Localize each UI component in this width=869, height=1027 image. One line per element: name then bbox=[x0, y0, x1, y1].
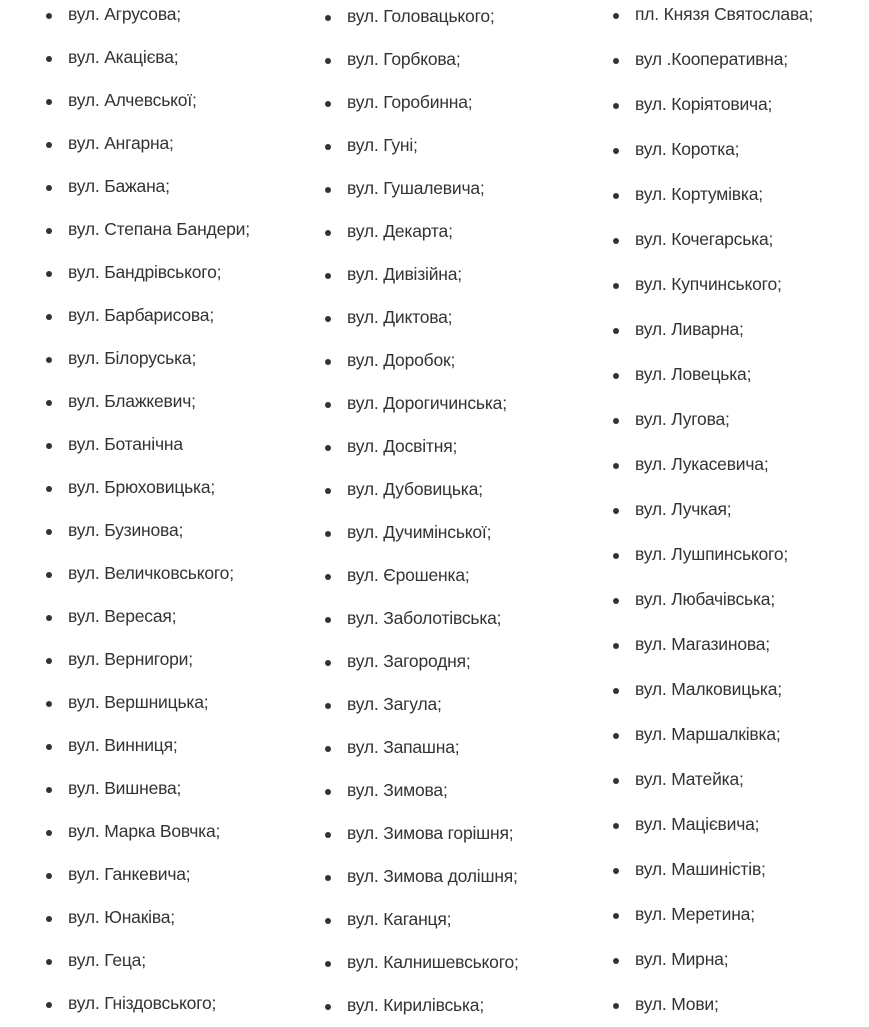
street-list-item bbox=[46, 0, 250, 36]
bullet-icon bbox=[613, 823, 619, 829]
bullet-icon bbox=[325, 144, 331, 150]
bullet-icon bbox=[613, 283, 619, 289]
street-list-item bbox=[46, 423, 250, 466]
street-name: вул. Заболотівська; bbox=[347, 608, 502, 628]
bullet-icon bbox=[613, 688, 619, 694]
street-list-item bbox=[613, 982, 813, 1027]
street-name: вул. Дучимінської; bbox=[347, 522, 492, 542]
street-name: вул. Малковицька; bbox=[635, 679, 782, 699]
street-list-item bbox=[46, 810, 250, 853]
street-name: вул. Блажкевич; bbox=[68, 391, 196, 411]
street-name: вул. Алчевської; bbox=[68, 90, 197, 110]
bullet-icon bbox=[325, 832, 331, 838]
bullet-icon bbox=[46, 271, 52, 277]
bullet-icon bbox=[613, 58, 619, 64]
bullet-icon bbox=[46, 13, 52, 19]
street-name: вул. Загородня; bbox=[347, 651, 471, 671]
street-name: вул. Матейка; bbox=[635, 769, 744, 789]
bullet-icon bbox=[46, 99, 52, 105]
street-list-item bbox=[46, 939, 250, 982]
bullet-icon bbox=[325, 58, 331, 64]
street-list-item bbox=[613, 802, 813, 847]
street-name: вул. Бандрівського; bbox=[68, 262, 222, 282]
bullet-icon bbox=[325, 230, 331, 236]
street-name: вул. Мови; bbox=[635, 994, 719, 1014]
street-list-item bbox=[613, 0, 813, 37]
street-name: вул. Вишнева; bbox=[68, 778, 182, 798]
bullet-icon bbox=[325, 746, 331, 752]
street-list-item bbox=[46, 681, 250, 724]
bullet-icon bbox=[613, 598, 619, 604]
street-name: вул .Кооперативна; bbox=[635, 49, 788, 69]
street-name: вул. Барбарисова; bbox=[68, 305, 214, 325]
street-list-item bbox=[325, 898, 519, 941]
bullet-icon bbox=[46, 701, 52, 707]
bullet-icon bbox=[613, 553, 619, 559]
street-name: вул. Єрошенка; bbox=[347, 565, 470, 585]
street-list-item bbox=[46, 595, 250, 638]
street-list-item bbox=[325, 296, 519, 339]
street-list-item bbox=[46, 638, 250, 681]
bullet-icon bbox=[325, 789, 331, 795]
street-list-item bbox=[46, 165, 250, 208]
street-name: вул. Горобинна; bbox=[347, 92, 473, 112]
street-name: вул. Вершницька; bbox=[68, 692, 209, 712]
street-name: вул. Величковського; bbox=[68, 563, 234, 583]
street-name: вул. Ливарна; bbox=[635, 319, 744, 339]
street-name: вул. Декарта; bbox=[347, 221, 453, 241]
street-name: вул. Кочегарська; bbox=[635, 229, 774, 249]
street-name: вул. Лучкая; bbox=[635, 499, 732, 519]
street-list-item bbox=[325, 81, 519, 124]
street-list-column-2 bbox=[325, 0, 519, 1027]
bullet-icon bbox=[46, 830, 52, 836]
bullet-icon bbox=[325, 15, 331, 21]
bullet-icon bbox=[46, 185, 52, 191]
street-list-item bbox=[613, 712, 813, 757]
street-name: вул. Мирна; bbox=[635, 949, 729, 969]
street-name: вул. Досвітня; bbox=[347, 436, 458, 456]
street-list-item bbox=[325, 640, 519, 683]
bullet-icon bbox=[325, 660, 331, 666]
bullet-icon bbox=[325, 1004, 331, 1010]
bullet-icon bbox=[325, 445, 331, 451]
street-list-item bbox=[46, 337, 250, 380]
bullet-icon bbox=[325, 875, 331, 881]
street-list-item bbox=[325, 726, 519, 769]
street-list-item bbox=[325, 468, 519, 511]
bullet-icon bbox=[46, 142, 52, 148]
street-name: вул. Кортумівка; bbox=[635, 184, 763, 204]
bullet-icon bbox=[613, 238, 619, 244]
street-list-item bbox=[325, 984, 519, 1027]
bullet-icon bbox=[613, 643, 619, 649]
street-list-item bbox=[613, 532, 813, 577]
street-list-item bbox=[325, 941, 519, 984]
street-name: вул. Степана Бандери; bbox=[68, 219, 250, 239]
street-list-item bbox=[325, 253, 519, 296]
bullet-icon bbox=[46, 228, 52, 234]
bullet-icon bbox=[46, 357, 52, 363]
street-list-item bbox=[325, 769, 519, 812]
street-name: вул. Коріятовича; bbox=[635, 94, 773, 114]
street-list-item bbox=[613, 442, 813, 487]
street-name: вул. Бажана; bbox=[68, 176, 170, 196]
street-name: вул. Винниця; bbox=[68, 735, 178, 755]
bullet-icon bbox=[46, 1002, 52, 1008]
street-list-item bbox=[613, 172, 813, 217]
bullet-icon bbox=[325, 402, 331, 408]
bullet-icon bbox=[46, 916, 52, 922]
street-name: вул. Дорогичинська; bbox=[347, 393, 507, 413]
bullet-icon bbox=[46, 529, 52, 535]
street-name: вул. Гуні; bbox=[347, 135, 418, 155]
street-name: вул. Дивізійна; bbox=[347, 264, 462, 284]
street-name: вул. Меретина; bbox=[635, 904, 755, 924]
bullet-icon bbox=[46, 787, 52, 793]
street-name: вул. Запашна; bbox=[347, 737, 460, 757]
street-list-item bbox=[613, 262, 813, 307]
street-list-column-1 bbox=[46, 0, 250, 1025]
street-list-item bbox=[46, 552, 250, 595]
street-list-item bbox=[325, 210, 519, 253]
street-list-item bbox=[46, 767, 250, 810]
street-list-item bbox=[46, 982, 250, 1025]
bullet-icon bbox=[325, 531, 331, 537]
bullet-icon bbox=[46, 959, 52, 965]
street-name: вул. Зимова долішня; bbox=[347, 866, 518, 886]
bullet-icon bbox=[613, 13, 619, 19]
street-list-item bbox=[613, 82, 813, 127]
bullet-icon bbox=[46, 314, 52, 320]
bullet-icon bbox=[613, 1003, 619, 1009]
bullet-icon bbox=[325, 316, 331, 322]
street-name: вул. Кирилівська; bbox=[347, 995, 484, 1015]
street-list-item bbox=[46, 896, 250, 939]
street-list-item bbox=[613, 757, 813, 802]
street-name: вул. Каганця; bbox=[347, 909, 452, 929]
street-list-item bbox=[325, 855, 519, 898]
bullet-icon bbox=[46, 658, 52, 664]
street-list-item bbox=[613, 667, 813, 712]
bullet-icon bbox=[325, 273, 331, 279]
street-list-item bbox=[325, 38, 519, 81]
street-list-item bbox=[46, 208, 250, 251]
street-name: вул. Машиністів; bbox=[635, 859, 766, 879]
street-list-item bbox=[325, 554, 519, 597]
bullet-icon bbox=[613, 328, 619, 334]
street-list-item bbox=[613, 847, 813, 892]
street-list-item bbox=[46, 122, 250, 165]
street-name: вул. Геца; bbox=[68, 950, 146, 970]
bullet-icon bbox=[46, 744, 52, 750]
bullet-icon bbox=[325, 574, 331, 580]
street-list-item bbox=[613, 397, 813, 442]
bullet-icon bbox=[613, 778, 619, 784]
street-name: вул. Зимова горішня; bbox=[347, 823, 514, 843]
bullet-icon bbox=[613, 193, 619, 199]
bullet-icon bbox=[325, 359, 331, 365]
street-list-item bbox=[325, 683, 519, 726]
bullet-icon bbox=[325, 703, 331, 709]
street-name: вул. Дубовицька; bbox=[347, 479, 483, 499]
street-name: вул. Гушалевича; bbox=[347, 178, 485, 198]
street-name: вул. Ангарна; bbox=[68, 133, 174, 153]
street-name: вул. Вересая; bbox=[68, 606, 177, 626]
street-list-item bbox=[46, 251, 250, 294]
street-list-item bbox=[325, 339, 519, 382]
bullet-icon bbox=[613, 913, 619, 919]
street-name: вул. Лушпинського; bbox=[635, 544, 789, 564]
street-list-item bbox=[46, 466, 250, 509]
street-list-item bbox=[325, 0, 519, 38]
street-name: вул. Лугова; bbox=[635, 409, 730, 429]
bullet-icon bbox=[325, 617, 331, 623]
street-list-item bbox=[46, 294, 250, 337]
street-name: вул. Любачівська; bbox=[635, 589, 776, 609]
street-list-item bbox=[613, 352, 813, 397]
bullet-icon bbox=[46, 873, 52, 879]
street-name: вул. Мацієвича; bbox=[635, 814, 760, 834]
bullet-icon bbox=[613, 148, 619, 154]
street-name: вул. Гніздовського; bbox=[68, 993, 217, 1013]
bullet-icon bbox=[613, 508, 619, 514]
street-name: вул. Коротка; bbox=[635, 139, 740, 159]
street-list-item bbox=[46, 853, 250, 896]
street-list-item bbox=[613, 937, 813, 982]
street-list-item bbox=[46, 36, 250, 79]
street-list-item bbox=[46, 724, 250, 767]
street-list-item bbox=[613, 577, 813, 622]
street-list-item bbox=[46, 509, 250, 552]
street-name: вул. Білоруська; bbox=[68, 348, 197, 368]
street-list-item bbox=[325, 597, 519, 640]
bullet-icon bbox=[613, 418, 619, 424]
street-name: вул. Зимова; bbox=[347, 780, 448, 800]
street-name: вул. Ловецька; bbox=[635, 364, 752, 384]
bullet-icon bbox=[613, 463, 619, 469]
street-name: вул. Ганкевича; bbox=[68, 864, 191, 884]
street-name: вул. Вернигори; bbox=[68, 649, 193, 669]
street-name: вул. Головацького; bbox=[347, 6, 495, 26]
bullet-icon bbox=[46, 400, 52, 406]
bullet-icon bbox=[613, 103, 619, 109]
street-list-item bbox=[46, 380, 250, 423]
street-name: вул. Магазинова; bbox=[635, 634, 770, 654]
street-list-column-3 bbox=[613, 0, 813, 1027]
street-list-item bbox=[613, 892, 813, 937]
street-name: вул. Загула; bbox=[347, 694, 442, 714]
bullet-icon bbox=[46, 615, 52, 621]
bullet-icon bbox=[325, 918, 331, 924]
street-name: вул. Акацієва; bbox=[68, 47, 179, 67]
bullet-icon bbox=[325, 187, 331, 193]
bullet-icon bbox=[613, 868, 619, 874]
street-list-item bbox=[325, 382, 519, 425]
street-name: вул. Маршалківка; bbox=[635, 724, 781, 744]
street-name: вул. Лукасевича; bbox=[635, 454, 769, 474]
bullet-icon bbox=[46, 443, 52, 449]
bullet-icon bbox=[613, 733, 619, 739]
street-list-item bbox=[613, 307, 813, 352]
bullet-icon bbox=[46, 486, 52, 492]
bullet-icon bbox=[325, 488, 331, 494]
street-list-item bbox=[46, 79, 250, 122]
street-name: вул. Доробок; bbox=[347, 350, 456, 370]
street-list-item bbox=[325, 425, 519, 468]
street-name: вул. Брюховицька; bbox=[68, 477, 216, 497]
bullet-icon bbox=[325, 101, 331, 107]
street-list-item bbox=[325, 511, 519, 554]
street-list-item bbox=[613, 37, 813, 82]
bullet-icon bbox=[613, 958, 619, 964]
street-list-item bbox=[613, 487, 813, 532]
street-name: вул. Юнаківа; bbox=[68, 907, 175, 927]
street-list-item bbox=[613, 217, 813, 262]
street-name: вул. Диктова; bbox=[347, 307, 453, 327]
street-list-item bbox=[325, 167, 519, 210]
bullet-icon bbox=[325, 961, 331, 967]
street-name: вул. Марка Вовчка; bbox=[68, 821, 221, 841]
street-name: вул. Ботанічна bbox=[68, 434, 183, 454]
street-name: вул. Калнишевського; bbox=[347, 952, 519, 972]
bullet-icon bbox=[613, 373, 619, 379]
street-list-item bbox=[325, 124, 519, 167]
street-name: пл. Князя Святослава; bbox=[635, 4, 814, 24]
street-name: вул. Бузинова; bbox=[68, 520, 184, 540]
bullet-icon bbox=[46, 56, 52, 62]
street-list-item bbox=[613, 127, 813, 172]
street-list-item bbox=[613, 622, 813, 667]
street-list-item bbox=[325, 812, 519, 855]
street-name: вул. Купчинського; bbox=[635, 274, 782, 294]
bullet-icon bbox=[46, 572, 52, 578]
street-name: вул. Горбкова; bbox=[347, 49, 461, 69]
street-name: вул. Агрусова; bbox=[68, 4, 181, 24]
